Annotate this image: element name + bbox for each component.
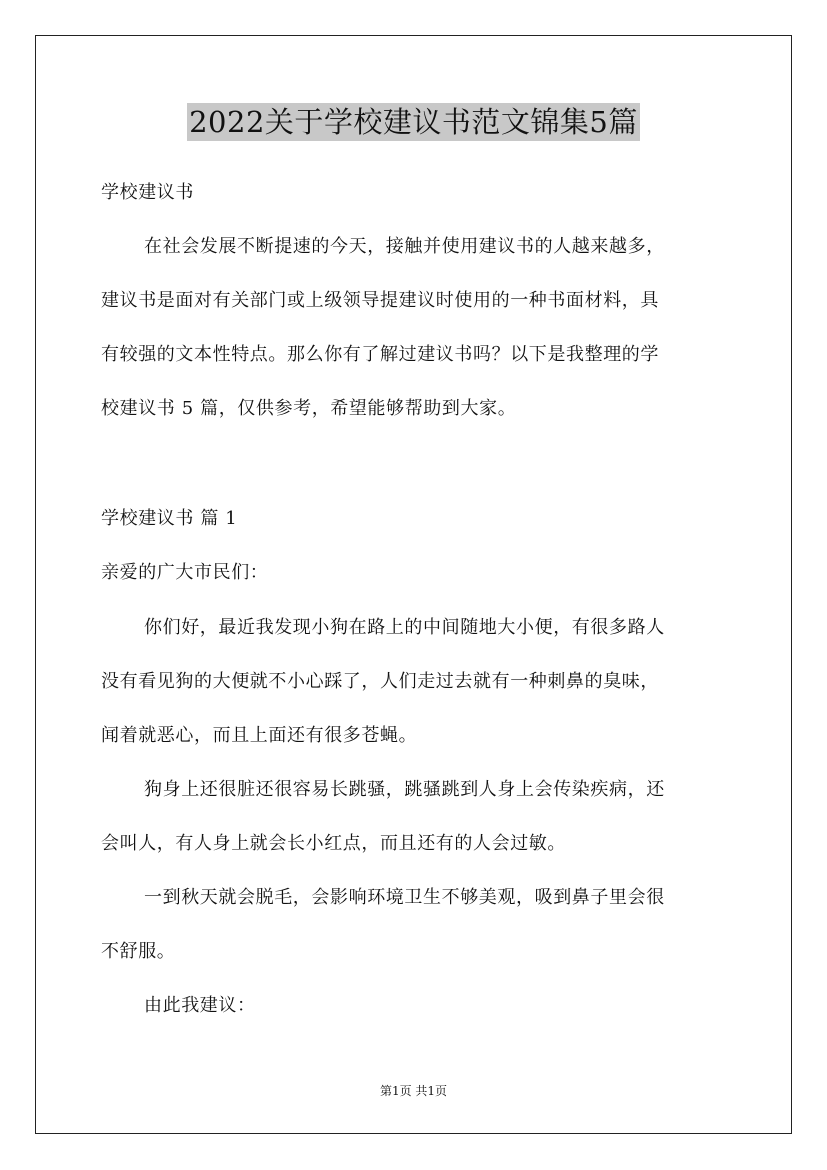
intro-line-1: 在社会发展不断提速的今天，接触并使用建议书的人越来越多， — [144, 236, 665, 257]
article-heading: 学校建议书 篇 1 — [101, 508, 238, 529]
body-line-2: 没有看见狗的大便就不小心踩了，人们走过去就有一种刺鼻的臭味， — [101, 671, 659, 692]
section-label: 学校建议书 — [101, 182, 194, 203]
body-line-6: 一到秋天就会脱毛，会影响环境卫生不够美观，吸到鼻子里会很 — [144, 887, 665, 908]
body-line-8: 由此我建议： — [144, 995, 256, 1016]
body-line-7: 不舒服。 — [101, 941, 176, 962]
body-line-1: 你们好，最近我发现小狗在路上的中间随地大小便，有很多路人 — [144, 617, 665, 638]
salutation: 亲爱的广大市民们： — [101, 562, 269, 583]
intro-line-2: 建议书是面对有关部门或上级领导提建议时使用的一种书面材料，具 — [101, 290, 659, 311]
body-line-3: 闻着就恶心，而且上面还有很多苍蝇。 — [101, 725, 418, 746]
body-line-5: 会叫人，有人身上就会长小红点，而且还有的人会过敏。 — [101, 833, 566, 854]
title-container — [0, 103, 827, 141]
body-line-4: 狗身上还很脏还很容易长跳骚，跳骚跳到人身上会传染疾病，还 — [144, 779, 665, 800]
intro-line-4: 校建议书 5 篇，仅供参考，希望能够帮助到大家。 — [101, 398, 517, 419]
document-title: 2022关于学校建议书范文锦集5篇 — [189, 105, 638, 139]
intro-line-3: 有较强的文本性特点。那么你有了解过建议书吗？以下是我整理的学 — [101, 344, 659, 365]
page-footer: 第1页 共1页 — [379, 1084, 448, 1098]
